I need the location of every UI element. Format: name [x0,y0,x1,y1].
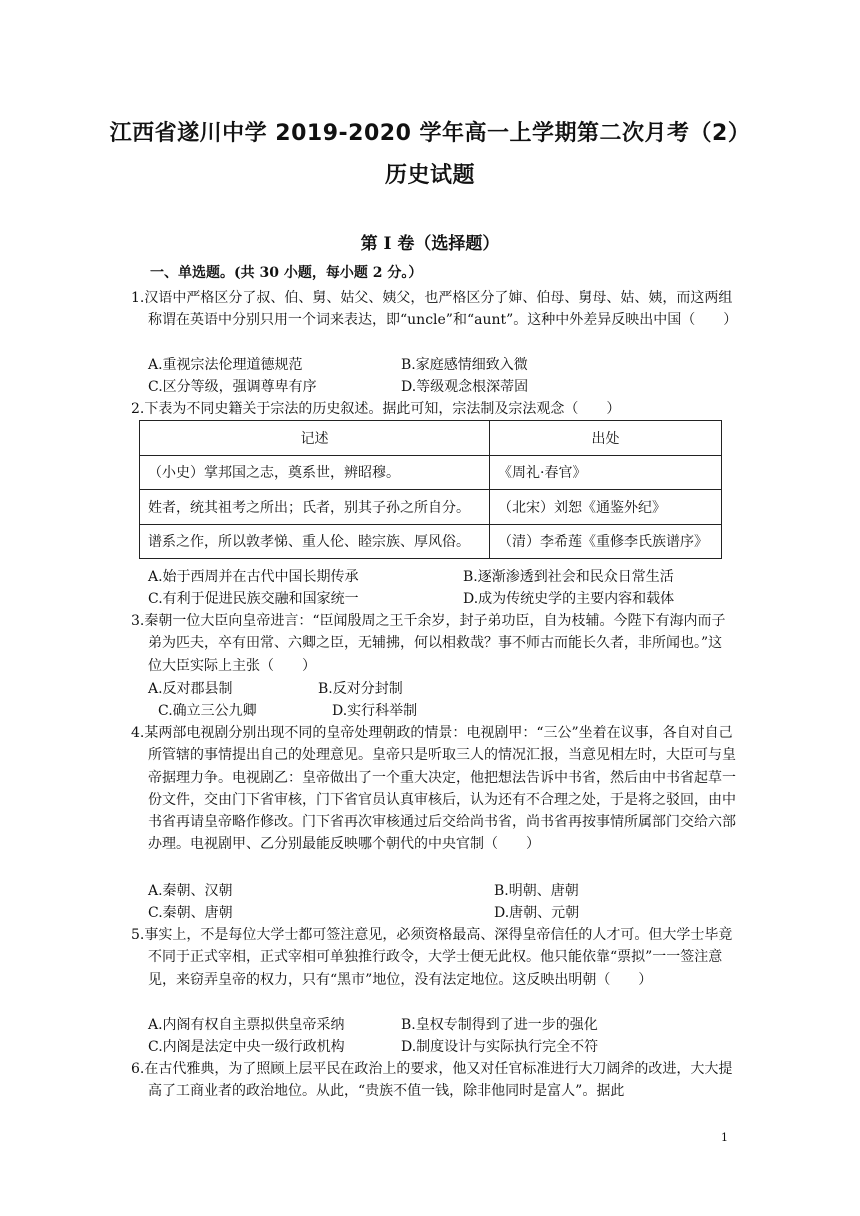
option-b: B.逐渐渗透到社会和民众日常生活 [463,569,674,585]
option-a: A.重视宗法伦理道德规范 [148,357,303,373]
table-header-row [140,421,722,456]
source-table [139,420,722,559]
table-cell: （小史）掌邦国之志，奠系世，辨昭穆。 [140,455,490,490]
table-cell: （清）李希莲《重修李氏族谱序》 [490,524,722,559]
section-title: 第 I 卷（选择题） [360,234,500,254]
option-d: D.制度设计与实际执行完全不符 [401,1039,599,1055]
page-number: 1 [721,1131,728,1144]
option-a: A.反对郡县制 [148,681,233,697]
option-c: C.秦朝、唐朝 [148,905,233,921]
option-b: B.反对分封制 [318,681,403,697]
question-stem: 1.汉语中严格区分了叔、伯、舅、姑父、姨父，也严格区分了婶、伯母、舅母、姑、姨，而这两组称谓在英语中分别只用一个词来表达，即“uncle”和“aunt”。这种中外差异反映出中国（ ） [131,290,738,329]
table-row [140,490,722,525]
option-b: B.明朝、唐朝 [494,883,579,899]
option-c: C.有利于促进民族交融和国家统一 [148,591,359,607]
question-6 [131,1058,736,1103]
table-cell: 谱系之作，所以敦孝悌、重人伦、睦宗族、厚风俗。 [140,524,490,559]
table-header: 出处 [490,421,722,456]
question-stem: 4.某两部电视剧分别出现不同的皇帝处理朝政的情景：电视剧甲：“三公”坐着在议事，各自对自己所管辖的事情提出自己的处理意见。皇帝只是听取三人的情况汇报，当意见相左时，大臣可与皇帝据理力争。电视剧乙：皇帝做出了一个重大决定，他把想法告诉中书省，然后由中书省起草一份文件，交由门下省审核，门下省官员认真审核后，认为还有不合理之处，于是将之驳回，由中书省再请皇帝略作修改。门下省再次审核通过后交给尚书省，尚书省再按事情所属部门交给六部办理。电视剧甲、乙分别最能反映哪个朝代的中央官制（ ） [131,725,736,853]
question-stem: 5.事实上，不是每位大学士都可签注意见，必须资格最高、深得皇帝信任的人才可。但大学士毕竟不同于正式宰相，正式宰相可单独推行政令，大学士便无此权。他只能依靠“票拟”一一签注意见，来窃弄皇帝的权力，只有“黑市”地位，没有法定地位。这反映出明朝（ ） [131,927,733,988]
table-cell: （北宋）刘恕《通鉴外纪》 [490,490,722,525]
question-5 [131,924,736,991]
table-cell: 《周礼·春官》 [490,455,722,490]
question-stem: 2.下表为不同史籍关于宗法的历史叙述。据此可知，宗法制及宗法观念（ ） [131,401,621,417]
question-4 [131,722,736,856]
option-a: A.秦朝、汉朝 [148,883,233,899]
option-c: C.区分等级，强调尊卑有序 [148,379,317,395]
option-b: B.家庭感情细致入微 [401,357,528,373]
part-title: 一、单选题。(共 30 小题，每小题 2 分。） [150,265,423,281]
question-3 [131,610,736,677]
table-cell: 姓者，统其祖考之所出；氏者，别其子孙之所自分。 [140,490,490,525]
exam-subtitle: 历史试题 [384,163,475,188]
option-a: A.内阁有权自主票拟供皇帝采纳 [148,1017,345,1033]
table-header: 记述 [140,421,490,456]
table-row [140,455,722,490]
option-d: D.唐朝、元朝 [494,905,580,921]
option-d: D.实行科举制 [332,703,418,719]
question-stem: 3.秦朝一位大臣向皇帝进言：“臣闻殷周之王千余岁，封子弟功臣，自为枝辅。今陛下有海内而子弟为匹夫，卒有田常、六卿之臣，无辅拂，何以相救哉？事不师古而能长久者，非所闻也。”这位大臣实际上主张（ ） [131,613,726,674]
question-1 [131,287,736,332]
option-c: C.内阁是法定中央一级行政机构 [148,1039,345,1055]
option-b: B.皇权专制得到了进一步的强化 [401,1017,598,1033]
question-stem: 6.在古代雅典，为了照顾上层平民在政治上的要求，他又对任官标准进行大刀阔斧的改进，大大提高了工商业者的政治地位。从此，“贵族不值一钱，除非他同时是富人”。据此 [131,1061,733,1100]
option-d: D.成为传统史学的主要内容和载体 [463,591,675,607]
exam-title: 江西省遂川中学 2019-2020 学年高一上学期第二次月考（2） [109,121,751,146]
option-a: A.始于西周并在古代中国长期传承 [148,569,359,585]
table-row [140,524,722,559]
option-c: C.确立三公九卿 [158,703,257,719]
option-d: D.等级观念根深蒂固 [401,379,529,395]
question-2 [131,398,736,420]
